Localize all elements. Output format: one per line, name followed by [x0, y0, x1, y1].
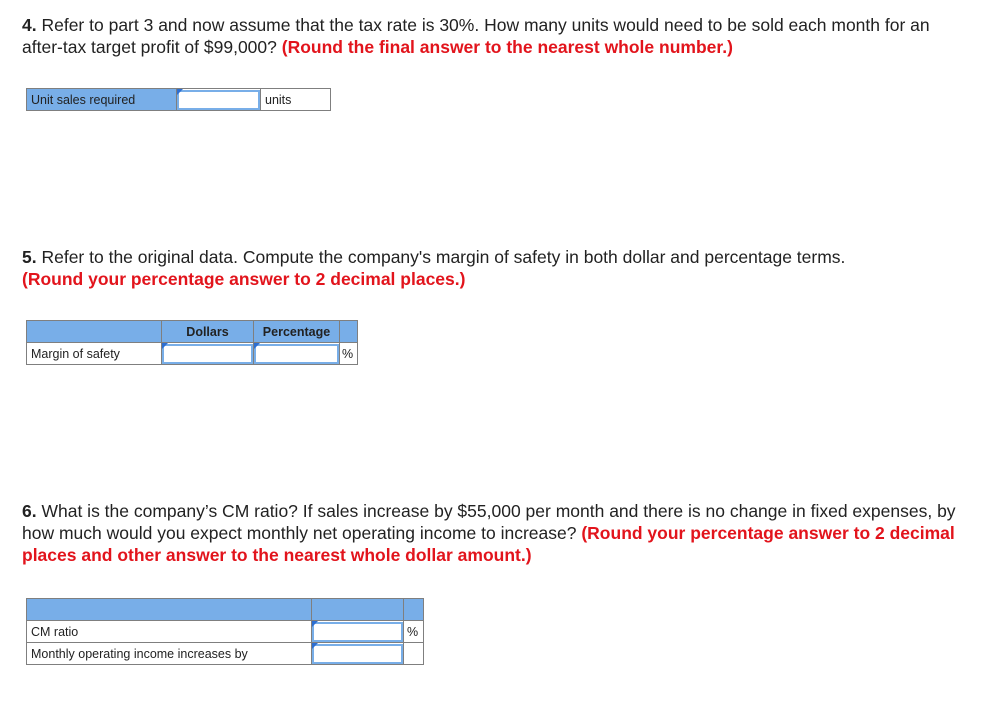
income-increase-input[interactable] [312, 644, 403, 664]
input-flag-icon [162, 343, 168, 349]
rounding-instruction: (Round your percentage answer to 2 decimal places and other answer to the nearest whole dollar amount.) [22, 523, 955, 565]
header-blank-cell [27, 321, 162, 343]
input-flag-icon [177, 89, 183, 95]
units-label: units [261, 89, 331, 111]
unit-sales-input[interactable] [177, 90, 260, 110]
empty-unit-cell [404, 643, 424, 665]
question-text: Refer to part 3 and now assume that the tax rate is 30%. How many units would need to be sold each month for an after-tax target profit of $99,000? [22, 15, 930, 57]
question-text: Refer to the original data. Compute the company's margin of safety in both dollar and percentage terms. [36, 247, 846, 267]
margin-of-safety-label: Margin of safety [27, 343, 162, 365]
margin-of-safety-table [26, 320, 358, 365]
rounding-instruction: (Round the final answer to the nearest whole number.) [281, 37, 733, 57]
header-unit-cell [404, 599, 424, 621]
margin-dollars-input[interactable] [162, 344, 253, 364]
question-6 [22, 500, 962, 566]
percent-sign: % [340, 343, 358, 365]
header-blank-cell [27, 599, 312, 621]
header-value-cell [312, 599, 404, 621]
input-flag-icon [312, 643, 318, 649]
margin-percentage-input[interactable] [254, 344, 339, 364]
input-flag-icon [254, 343, 260, 349]
unit-sales-label: Unit sales required [27, 89, 177, 111]
dollars-cell [162, 343, 254, 365]
question-4 [22, 14, 942, 58]
cm-ratio-table [26, 598, 424, 665]
question-number: 4. [22, 15, 37, 35]
unit-sales-table [26, 88, 331, 111]
header-unit-cell [340, 321, 358, 343]
unit-sales-cell [177, 89, 261, 111]
percentage-cell [254, 343, 340, 365]
percent-sign: % [404, 621, 424, 643]
question-number: 6. [22, 501, 37, 521]
question-text: What is the company’s CM ratio? If sales increase by $55,000 per month and there is no change in fixed expenses, by how much would you expect monthly net operating income to increase? [22, 501, 956, 543]
input-flag-icon [312, 621, 318, 627]
cm-ratio-input[interactable] [312, 622, 403, 642]
rounding-instruction: (Round your percentage answer to 2 decimal places.) [22, 269, 466, 289]
question-number: 5. [22, 247, 37, 267]
percentage-header: Percentage [254, 321, 340, 343]
cm-ratio-label: CM ratio [27, 621, 312, 643]
question-5 [22, 246, 962, 290]
income-increase-label: Monthly operating income increases by [27, 643, 312, 665]
dollars-header: Dollars [162, 321, 254, 343]
cm-ratio-cell [312, 621, 404, 643]
income-increase-cell [312, 643, 404, 665]
